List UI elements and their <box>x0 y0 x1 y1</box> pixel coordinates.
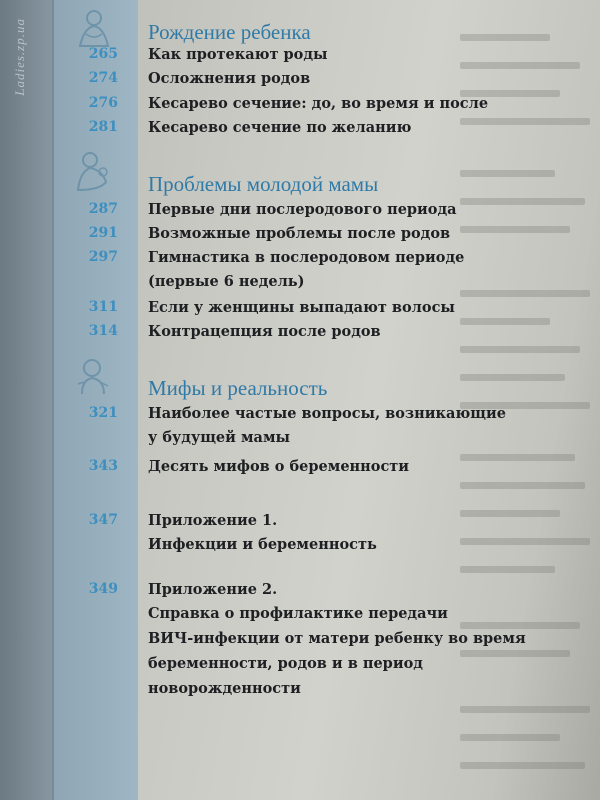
page-number: 265 <box>88 46 118 62</box>
toc-entry[interactable] <box>0 323 600 347</box>
entry-title: Гимнастика в послеродовом периоде <box>148 249 465 266</box>
toc-entry[interactable] <box>0 46 600 70</box>
entry-title-line: беременности, родов и в период <box>148 655 423 672</box>
entry-title-line: Инфекции и беременность <box>148 536 377 553</box>
page-number: 287 <box>88 201 118 217</box>
entry-title-line: у будущей мамы <box>148 429 291 446</box>
entry-title: Наиболее частые вопросы, возникающие <box>148 405 506 422</box>
entry-title: Контрацепция после родов <box>148 323 381 340</box>
page-number: 291 <box>88 225 118 241</box>
toc-entry[interactable] <box>0 249 600 273</box>
page-number: 297 <box>88 249 118 265</box>
toc-entry[interactable] <box>0 512 600 536</box>
toc-entry[interactable] <box>0 405 600 429</box>
entry-title: Первые дни послеродового периода <box>148 201 457 218</box>
page-number: 343 <box>88 458 118 474</box>
appendix-title: Приложение 2. <box>148 581 278 598</box>
toc-entry-continuation <box>0 630 600 654</box>
toc-entry[interactable] <box>0 581 600 605</box>
watermark-text: Ladies.zp.ua <box>12 18 27 96</box>
entry-title-line: Справка о профилактике передачи <box>148 605 448 622</box>
toc-entry-continuation <box>0 273 600 297</box>
toc-entry[interactable] <box>0 225 600 249</box>
page-number: 314 <box>88 323 118 339</box>
toc-entry-continuation <box>0 429 600 453</box>
page-number: 274 <box>88 70 118 86</box>
toc-entry[interactable] <box>0 119 600 143</box>
entry-title-line: новорожденности <box>148 680 301 697</box>
toc-entry[interactable] <box>0 95 600 119</box>
section-title: Проблемы молодой мамы <box>148 172 379 196</box>
entry-title: Осложнения родов <box>148 70 311 87</box>
page-number: 281 <box>88 119 118 135</box>
entry-title: Возможные проблемы после родов <box>148 225 451 242</box>
toc-entry[interactable] <box>0 70 600 94</box>
entry-title: Десять мифов о беременности <box>148 458 410 475</box>
mother-illustration-icon <box>70 148 116 194</box>
toc-entry[interactable] <box>0 458 600 482</box>
entry-title: Кесарево сечение: до, во время и после <box>148 95 489 112</box>
entry-title-line: ВИЧ-инфекции от матери ребенку во время <box>148 630 526 647</box>
page-number: 321 <box>88 405 118 421</box>
page-number: 349 <box>88 581 118 597</box>
entry-title: Как протекают роды <box>148 46 328 63</box>
section-title: Мифы и реальность <box>148 376 328 400</box>
page-number: 276 <box>88 95 118 111</box>
baby-illustration-icon <box>70 354 116 400</box>
toc-entry-continuation <box>0 605 600 629</box>
entry-title: Кесарево сечение по желанию <box>148 119 412 136</box>
entry-title-line: (первые 6 недель) <box>148 273 305 290</box>
appendix-title: Приложение 1. <box>148 512 278 529</box>
toc-entry[interactable] <box>0 299 600 323</box>
toc-entry-continuation <box>0 680 600 704</box>
page-number: 311 <box>88 299 118 315</box>
section-title: Рождение ребенка <box>148 20 311 44</box>
toc-entry-continuation <box>0 536 600 560</box>
toc-entry-continuation <box>0 655 600 679</box>
entry-title: Если у женщины выпадают волосы <box>148 299 455 316</box>
page-number: 347 <box>88 512 118 528</box>
toc-entry[interactable] <box>0 201 600 225</box>
